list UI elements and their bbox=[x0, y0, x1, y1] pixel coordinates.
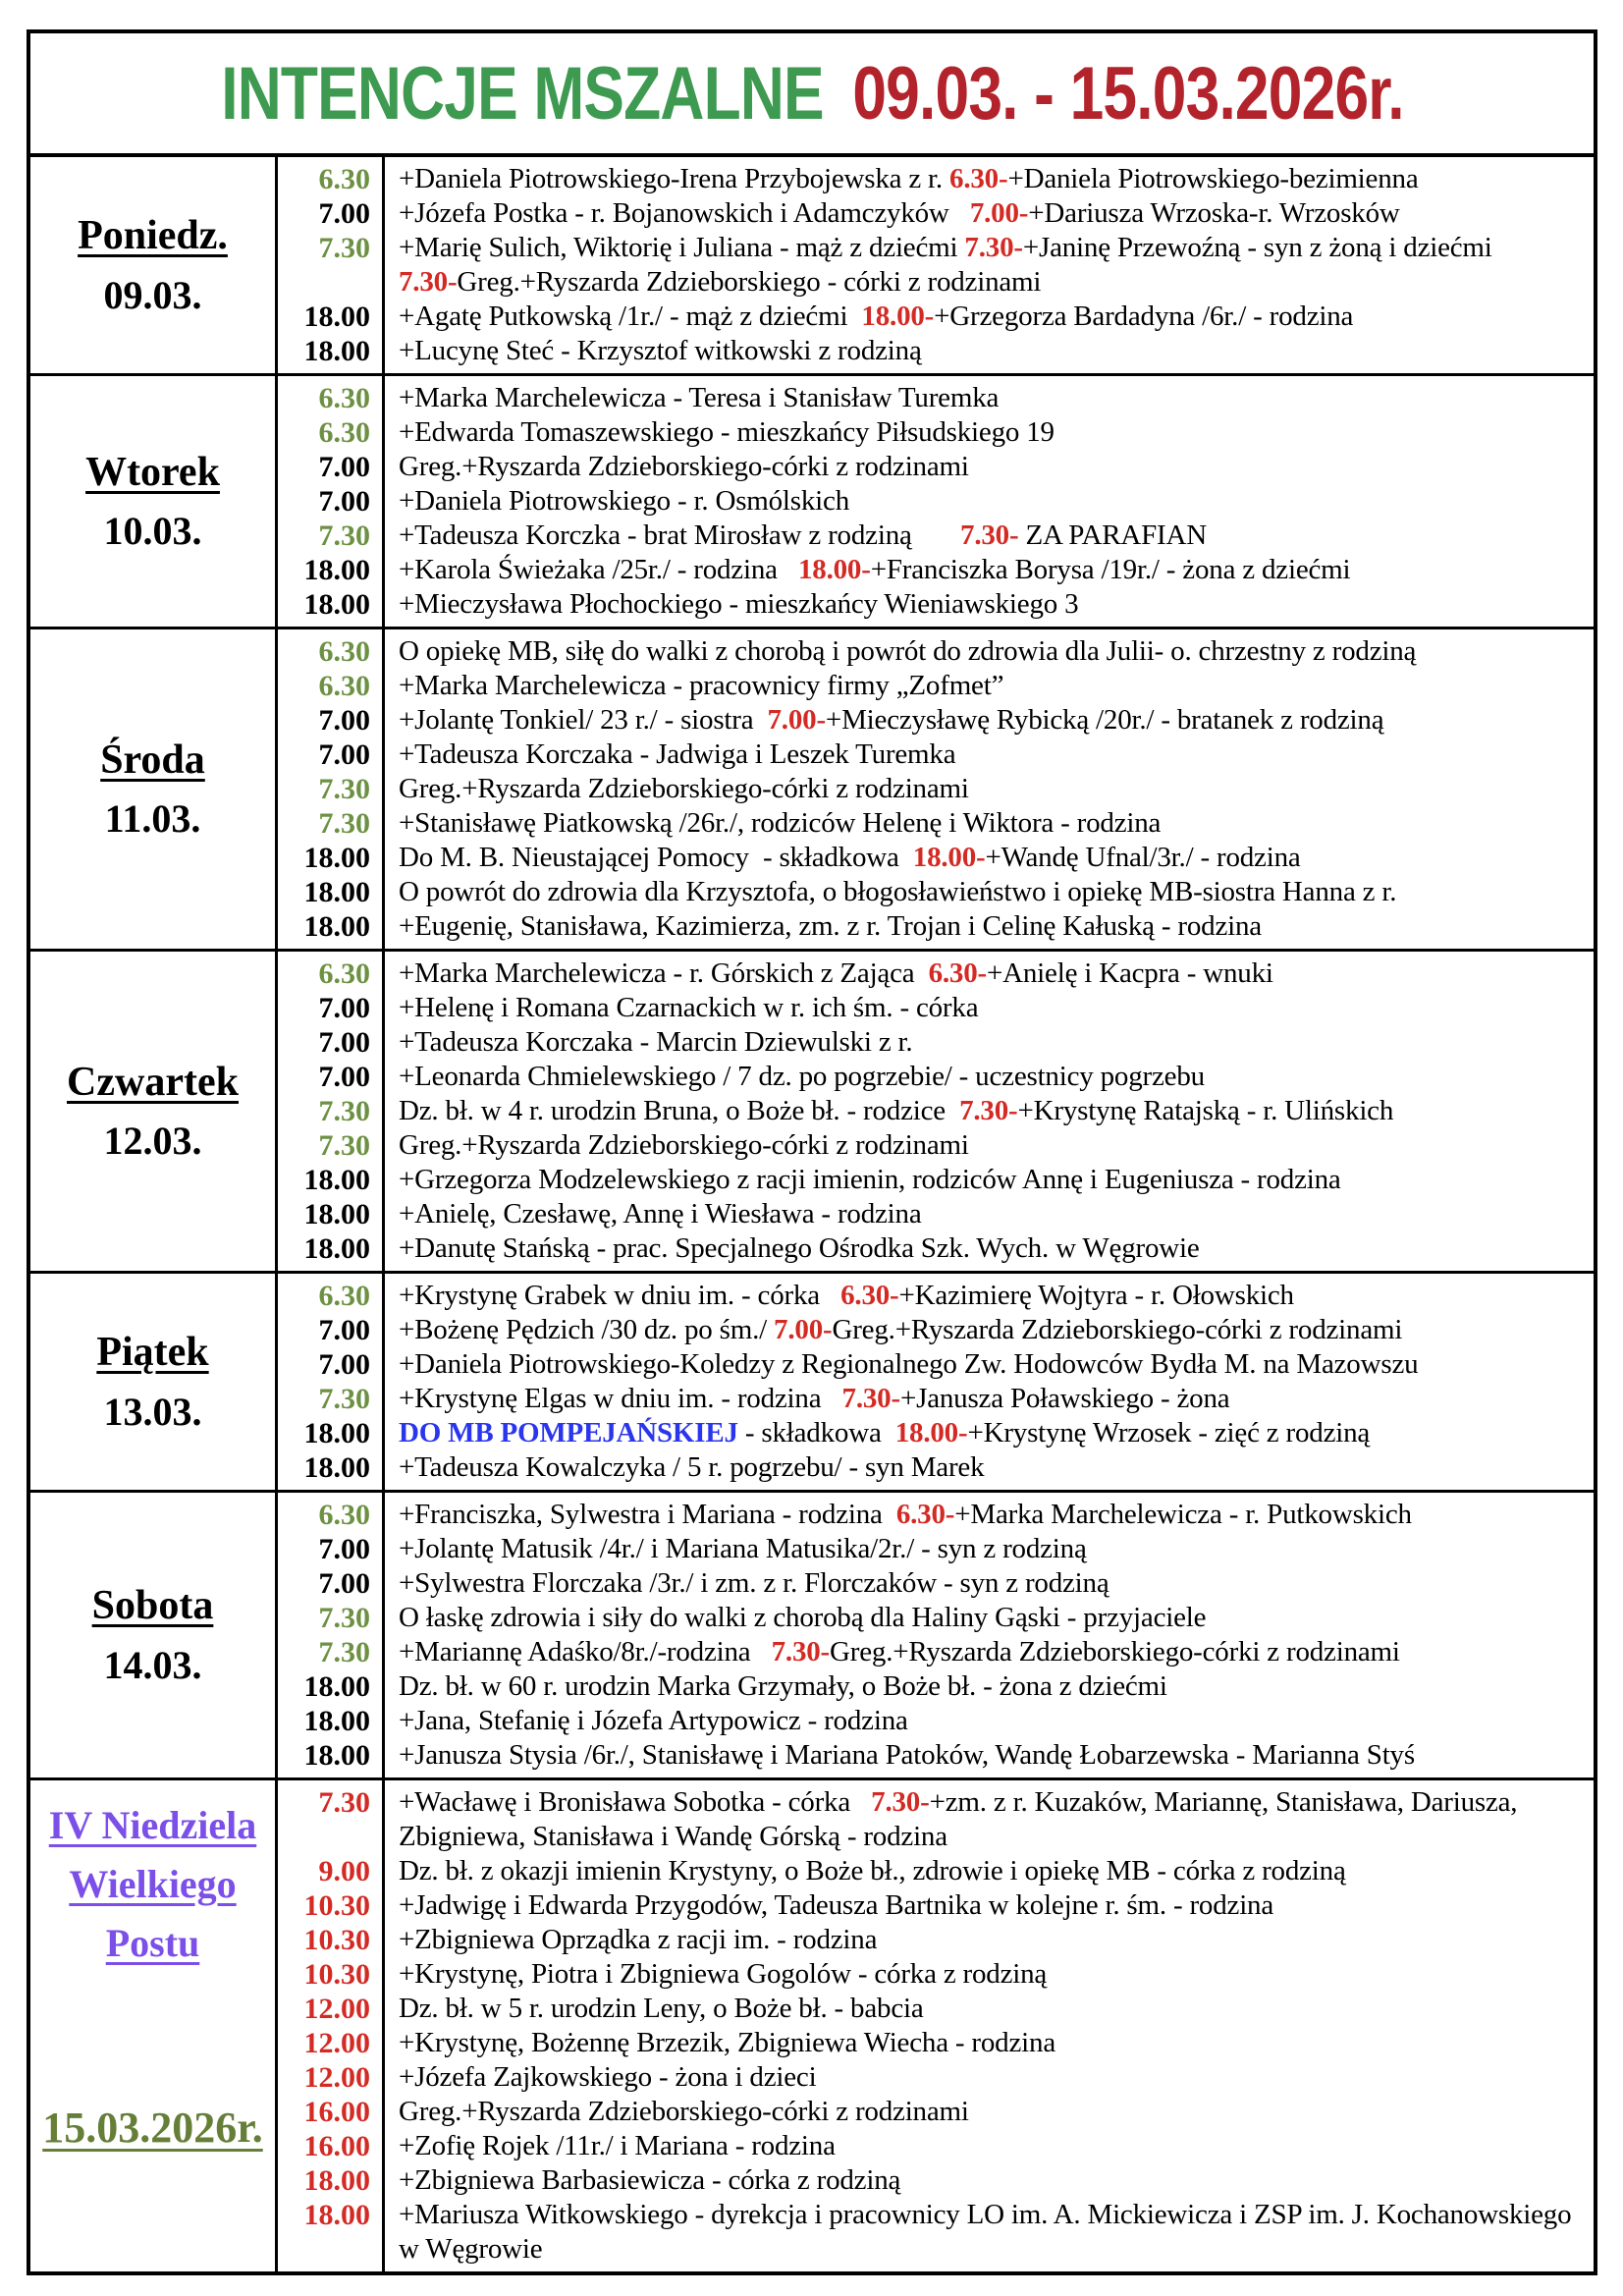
mass-intention-text bbox=[382, 162, 1594, 196]
intention-segment: +Karola Świeżaka /25r./ - rodzina bbox=[399, 554, 798, 585]
mass-intention-text bbox=[382, 634, 1594, 669]
inline-time: 6.30- bbox=[928, 957, 987, 989]
mass-intention-text bbox=[382, 1738, 1594, 1773]
mass-intention-text bbox=[382, 1025, 1594, 1060]
intention-segment: +Janusza Stysia /6r./, Stanisławę i Mariana Patoków, Wandę Łobarzewska - Marianna Styś bbox=[399, 1739, 1415, 1771]
day-row bbox=[30, 1493, 1594, 1780]
mass-time: 18.00 bbox=[303, 554, 370, 586]
inline-time: 7.30- bbox=[964, 232, 1023, 263]
mass-time: 7.00 bbox=[318, 1314, 370, 1346]
day-date: 13.03. bbox=[103, 1389, 202, 1434]
day-label-cell bbox=[30, 629, 278, 949]
intention-segment: +Marka Marchelewicza - r. Putkowskich bbox=[954, 1499, 1412, 1530]
intention-segment: +Kazimierę Wojtyra - r. Ołowskich bbox=[898, 1280, 1294, 1311]
intention-segment: +Tadeusza Korczka - brat Mirosław z rodziną bbox=[399, 519, 961, 551]
mass-time: 7.30 bbox=[318, 1129, 370, 1162]
day-name: Piątek bbox=[96, 1330, 209, 1376]
intention-segment: +Daniela Piotrowskiego - r. Osmólskich bbox=[399, 485, 850, 517]
mass-intention-text bbox=[382, 2026, 1594, 2060]
day-name: Wtorek bbox=[85, 449, 220, 495]
entries-grid bbox=[278, 1274, 1594, 1490]
mass-time: 7.30 bbox=[318, 1786, 370, 1819]
mass-time: 9.00 bbox=[318, 1855, 370, 1887]
entries-grid bbox=[278, 952, 1594, 1271]
mass-time: 7.00 bbox=[318, 1533, 370, 1565]
intention-segment: +Józefa Zajkowskiego - żona i dzieci bbox=[399, 2061, 817, 2093]
title-date-range: 09.03. - 15.03.2026r. bbox=[851, 51, 1404, 136]
mass-time: 7.00 bbox=[318, 992, 370, 1024]
mass-intention-text bbox=[382, 1532, 1594, 1566]
mass-time: 7.00 bbox=[318, 451, 370, 483]
mass-time: 18.00 bbox=[303, 335, 370, 367]
mass-time: 18.00 bbox=[303, 1739, 370, 1772]
intention-segment: +Marka Marchelewicza - r. Górskich z Zająca bbox=[399, 957, 929, 989]
day-date: 12.03. bbox=[103, 1119, 202, 1164]
inline-time: 7.30- bbox=[959, 1095, 1018, 1126]
intention-segment: +Daniela Piotrowskiego-bezimienna bbox=[1007, 163, 1419, 194]
intention-segment: +Józefa Postka - r. Bojanowskich i Adamczyków bbox=[399, 197, 970, 229]
mass-intention-text bbox=[382, 1163, 1594, 1197]
intention-segment: +Krystynę Ratajską - r. Ulińskich bbox=[1017, 1095, 1394, 1126]
entries-grid bbox=[278, 376, 1594, 627]
mass-intention-text bbox=[382, 587, 1594, 622]
day-name: IV Niedziela bbox=[48, 1803, 257, 1847]
intention-segment: +Tadeusza Kowalczyka / 5 r. pogrzebu/ - syn Marek bbox=[399, 1451, 985, 1483]
mass-intention-text bbox=[382, 909, 1594, 944]
intention-segment: +Marka Marchelewicza - Teresa i Stanisław Turemka bbox=[399, 382, 1000, 413]
intention-segment: +Dariusza Wrzoska-r. Wrzosków bbox=[1028, 197, 1400, 229]
mass-intention-text bbox=[382, 957, 1594, 991]
mass-time: 18.00 bbox=[303, 1164, 370, 1196]
day-row bbox=[30, 376, 1594, 629]
mass-time: 6.30 bbox=[318, 1280, 370, 1312]
intention-segment: +Stanisławę Piatkowską /26r./, rodziców Helenę i Wiktora - rodzina bbox=[399, 807, 1162, 839]
intention-segment: +Krystynę Elgas w dniu im. - rodzina bbox=[399, 1383, 842, 1414]
day-label-cell bbox=[30, 1780, 278, 2271]
page-title bbox=[221, 51, 1404, 137]
mass-intention-text bbox=[382, 772, 1594, 806]
intention-segment: +Edwarda Tomaszewskiego - mieszkańcy Piłsudskiego 19 bbox=[399, 416, 1055, 448]
mass-time: 6.30 bbox=[318, 163, 370, 195]
mass-time: 16.00 bbox=[303, 2096, 370, 2128]
mass-time: 18.00 bbox=[303, 1451, 370, 1484]
mass-intention-text bbox=[382, 231, 1594, 300]
intention-segment: +Jolantę Matusik /4r./ i Mariana Matusika/2r./ - syn z rodziną bbox=[399, 1533, 1087, 1564]
mass-intention-text bbox=[382, 415, 1594, 450]
mass-intention-text bbox=[382, 1601, 1594, 1635]
entries-grid bbox=[278, 1780, 1594, 2271]
intention-segment: +Lucynę Steć - Krzysztof witkowski z rodziną bbox=[399, 335, 922, 366]
entries-grid bbox=[278, 157, 1594, 373]
intention-segment: +Grzegorza Modzelewskiego z racji imienin, rodziców Annę i Eugeniusza - rodzina bbox=[399, 1164, 1341, 1195]
inline-time: 18.00- bbox=[861, 301, 935, 332]
intention-segment: +Krystynę Grabek w dniu im. - córka bbox=[399, 1280, 841, 1311]
mass-intention-text bbox=[382, 1566, 1594, 1601]
mass-time: 18.00 bbox=[303, 301, 370, 333]
inline-time: 6.30- bbox=[895, 1499, 955, 1530]
inline-time: 7.00- bbox=[774, 1314, 833, 1345]
intention-segment: +Jadwigę i Edwarda Przygodów, Tadeusza Bartnika w kolejne r. śm. - rodzina bbox=[399, 1889, 1274, 1921]
mass-time: 7.00 bbox=[318, 485, 370, 518]
intention-segment: +Daniela Piotrowskiego-Irena Przybojewska z r. bbox=[399, 163, 950, 194]
intention-segment: +Mariusza Witkowskiego - dyrekcja i pracownicy LO im. A. Mickiewicza i ZSP im. J. Kochanowskiego w Węgrowie bbox=[399, 2199, 1579, 2265]
inline-time: 6.30- bbox=[840, 1280, 899, 1311]
mass-intention-text bbox=[382, 669, 1594, 703]
mass-intention-text bbox=[382, 334, 1594, 368]
intention-segment: +Sylwestra Florczaka /3r./ i zm. z r. Florczaków - syn z rodziną bbox=[399, 1567, 1109, 1599]
day-name: Postu bbox=[105, 1921, 200, 1965]
inline-time: 7.30- bbox=[399, 266, 458, 298]
inline-time: 7.30- bbox=[771, 1636, 831, 1667]
intention-segment: +Krystynę, Bożennę Brzezik, Zbigniewa Wiecha - rodzina bbox=[399, 2027, 1055, 2058]
day-date: 14.03. bbox=[103, 1642, 202, 1687]
intention-segment: +Tadeusza Korczaka - Marcin Dziewulski z r. bbox=[399, 1026, 913, 1058]
mass-intention-text bbox=[382, 484, 1594, 519]
intention-segment: Greg.+Ryszarda Zdzieborskiego-córki z rodzinami bbox=[399, 1129, 969, 1161]
intention-segment: +Jolantę Tonkiel/ 23 r./ - siostra bbox=[399, 704, 768, 736]
intention-segment: Greg.+Ryszarda Zdzieborskiego-córki z rodzinami bbox=[399, 773, 969, 804]
intention-segment: Greg.+Ryszarda Zdzieborskiego-córki z rodzinami bbox=[399, 451, 969, 482]
days-container bbox=[30, 157, 1594, 2271]
mass-intention-text bbox=[382, 196, 1594, 231]
intention-segment: +Krystynę Wrzosek - zięć z rodziną bbox=[967, 1417, 1371, 1449]
day-name: Środa bbox=[100, 737, 205, 783]
mass-intention-text bbox=[382, 300, 1594, 334]
entries-grid bbox=[278, 629, 1594, 949]
mass-intention-text bbox=[382, 1347, 1594, 1382]
mass-time: 7.30 bbox=[318, 1095, 370, 1127]
intention-segment: Greg.+Ryszarda Zdzieborskiego-córki z rodzinami bbox=[399, 2096, 969, 2127]
mass-time: 18.00 bbox=[303, 1705, 370, 1737]
intention-segment: +Eugenię, Stanisława, Kazimierza, zm. z r. Trojan i Celinę Kałuską - rodzina bbox=[399, 910, 1262, 942]
intention-segment: - składkowa bbox=[737, 1417, 895, 1449]
day-name: Poniedz. bbox=[78, 213, 228, 259]
mass-intention-text bbox=[382, 1635, 1594, 1669]
mass-intention-text bbox=[382, 1094, 1594, 1128]
intention-segment: Dz. bł. w 4 r. urodzin Bruna, o Boże bł. - rodzice bbox=[399, 1095, 960, 1126]
intention-segment: +Wandę Ufnal/3r./ - rodzina bbox=[985, 842, 1301, 873]
mass-intention-text bbox=[382, 738, 1594, 772]
intention-segment: +Danutę Stańską - prac. Specjalnego Ośrodka Szk. Wych. w Węgrowie bbox=[399, 1232, 1200, 1264]
mass-time: 7.30 bbox=[318, 519, 370, 552]
day-date: 09.03. bbox=[103, 272, 202, 317]
mass-intention-text bbox=[382, 1450, 1594, 1485]
mass-time: 6.30 bbox=[318, 416, 370, 449]
intention-segment: +Janinę Przewoźną - syn z żoną i dziećmi bbox=[1022, 232, 1527, 263]
mass-time: 7.00 bbox=[318, 704, 370, 737]
mass-time: 18.00 bbox=[303, 1232, 370, 1265]
mass-time: 18.00 bbox=[303, 1670, 370, 1703]
day-date: 11.03. bbox=[104, 796, 201, 842]
inline-time: 18.00- bbox=[797, 554, 871, 585]
mass-time: 18.00 bbox=[303, 1417, 370, 1449]
mass-time: 12.00 bbox=[303, 1993, 370, 2025]
mass-time: 10.30 bbox=[303, 1958, 370, 1991]
day-row bbox=[30, 1274, 1594, 1493]
inline-time: 7.00- bbox=[969, 197, 1029, 229]
mass-time: 7.30 bbox=[318, 773, 370, 805]
day-label-cell bbox=[30, 1493, 278, 1777]
mass-intention-text bbox=[382, 1923, 1594, 1957]
mass-time: 6.30 bbox=[318, 670, 370, 702]
day-name: Sobota bbox=[91, 1583, 214, 1629]
intention-segment: Do M. B. Nieustającej Pomocy - składkowa bbox=[399, 842, 913, 873]
mass-intention-text bbox=[382, 991, 1594, 1025]
mass-time: 18.00 bbox=[303, 1198, 370, 1230]
mass-intention-text bbox=[382, 1992, 1594, 2026]
mass-intention-text bbox=[382, 1416, 1594, 1450]
day-date: 15.03.2026r. bbox=[42, 2104, 263, 2152]
intention-segment: O łaskę zdrowia i siły do walki z chorobą dla Haliny Gąski - przyjaciele bbox=[399, 1602, 1207, 1633]
mass-intention-text bbox=[382, 1704, 1594, 1738]
mass-intention-text bbox=[382, 1279, 1594, 1313]
intention-segment: Dz. bł. w 60 r. urodzin Marka Grzymały, o Boże bł. - żona z dziećmi bbox=[399, 1670, 1167, 1702]
intention-segment: +Jana, Stefanię i Józefa Artypowicz - rodzina bbox=[399, 1705, 908, 1736]
intention-segment: O opiekę MB, siłę do walki z chorobą i powrót do zdrowia dla Julii- o. chrzestny z rodziną bbox=[399, 635, 1417, 667]
mass-intentions-sheet bbox=[27, 29, 1597, 2275]
mass-time: 7.00 bbox=[318, 738, 370, 771]
mass-intention-text bbox=[382, 1128, 1594, 1163]
intention-segment: +Janusza Poławskiego - żona bbox=[899, 1383, 1230, 1414]
intention-segment: +Krystynę, Piotra i Zbigniewa Gogolów - córka z rodziną bbox=[399, 1958, 1048, 1990]
intention-segment: +Franciszka Borysa /19r./ - żona z dziećmi bbox=[870, 554, 1351, 585]
mass-intention-text bbox=[382, 553, 1594, 587]
intention-segment: Greg.+Ryszarda Zdzieborskiego-córki z rodzinami bbox=[830, 1636, 1400, 1667]
mass-intention-text bbox=[382, 703, 1594, 738]
intention-segment: +Zbigniewa Oprządka z racji im. - rodzina bbox=[399, 1924, 878, 1955]
mass-time: 6.30 bbox=[318, 635, 370, 668]
title-text: INTENCJE MSZALNE bbox=[220, 51, 824, 136]
intention-segment: +Franciszka, Sylwestra i Mariana - rodzina bbox=[399, 1499, 896, 1530]
day-row bbox=[30, 1780, 1594, 2271]
mass-intention-text bbox=[382, 1313, 1594, 1347]
intention-segment: +Leonarda Chmielewskiego / 7 dz. po pogrzebie/ - uczestnicy pogrzebu bbox=[399, 1061, 1205, 1092]
day-row bbox=[30, 629, 1594, 952]
day-label-cell bbox=[30, 952, 278, 1271]
entries-grid bbox=[278, 1493, 1594, 1777]
mass-time: 7.00 bbox=[318, 1348, 370, 1381]
mass-time: 7.30 bbox=[318, 1636, 370, 1668]
intention-segment: +zm. z r. Kuzaków, Mariannę, Stanisława, Dariusza, Zbigniewa, Stanisława i Wandę Górską - rodzina bbox=[399, 1786, 1525, 1852]
mass-intention-text bbox=[382, 2163, 1594, 2198]
mass-time: 12.00 bbox=[303, 2027, 370, 2059]
day-name: Wielkiego bbox=[69, 1862, 237, 1906]
mass-time: 6.30 bbox=[318, 957, 370, 990]
mass-intention-text bbox=[382, 2198, 1594, 2267]
intention-segment: +Zbigniewa Barbasiewicza - córka z rodziną bbox=[399, 2164, 901, 2196]
mass-intention-text bbox=[382, 1669, 1594, 1704]
mass-intention-text bbox=[382, 1785, 1594, 1854]
intention-segment: +Mieczysława Płochockiego - mieszkańcy Wieniawskiego 3 bbox=[399, 588, 1079, 620]
mass-intention-text bbox=[382, 519, 1594, 553]
mass-time: 7.30 bbox=[318, 1602, 370, 1634]
day-label-cell bbox=[30, 1274, 278, 1490]
mass-time: 7.30 bbox=[318, 807, 370, 840]
mass-time: 12.00 bbox=[303, 2061, 370, 2094]
mass-intention-text bbox=[382, 806, 1594, 841]
intention-segment: +Grzegorza Bardadyna /6r./ - rodzina bbox=[934, 301, 1354, 332]
intention-segment: Greg.+Ryszarda Zdzieborskiego-córki z rodzinami bbox=[832, 1314, 1403, 1345]
mass-time: 6.30 bbox=[318, 382, 370, 414]
inline-time: 7.30- bbox=[871, 1786, 930, 1818]
mass-time: 18.00 bbox=[303, 910, 370, 943]
intention-segment: +Anielę, Czesławę, Annę i Wiesława - rodzina bbox=[399, 1198, 922, 1230]
intention-segment: Dz. bł. z okazji imienin Krystyny, o Boże bł., zdrowie i opiekę MB - córka z rodziną bbox=[399, 1855, 1346, 1886]
mass-time: 18.00 bbox=[303, 2164, 370, 2197]
inline-time: 7.30- bbox=[960, 519, 1019, 551]
inline-time: 18.00- bbox=[894, 1417, 968, 1449]
mass-time: 18.00 bbox=[303, 842, 370, 874]
mass-intention-text bbox=[382, 1231, 1594, 1266]
intention-segment: +Bożenę Pędzich /30 dz. po śm./ bbox=[399, 1314, 775, 1345]
mass-time: 7.00 bbox=[318, 197, 370, 230]
mass-intention-text bbox=[382, 875, 1594, 909]
day-name: Czwartek bbox=[67, 1059, 239, 1105]
mass-intention-text bbox=[382, 1060, 1594, 1094]
intention-segment: +Marię Sulich, Wiktorię i Juliana - mąż z dziećmi bbox=[399, 232, 965, 263]
mass-intention-text bbox=[382, 1498, 1594, 1532]
mass-intention-text bbox=[382, 841, 1594, 875]
inline-time: 6.30- bbox=[949, 163, 1008, 194]
intention-segment: +Helenę i Romana Czarnackich w r. ich śm. - córka bbox=[399, 992, 979, 1023]
intention-segment: ZA PARAFIAN bbox=[1018, 519, 1207, 551]
intention-segment: +Mariannę Adaśko/8r./-rodzina bbox=[399, 1636, 772, 1667]
mass-time: 10.30 bbox=[303, 1924, 370, 1956]
mass-time: 16.00 bbox=[303, 2130, 370, 2162]
intention-segment: O powrót do zdrowia dla Krzysztofa, o błogosławieństwo i opiekę MB-siostra Hanna z r. bbox=[399, 876, 1397, 907]
day-row bbox=[30, 157, 1594, 376]
highlighted-intention: DO MB POMPEJAŃSKIEJ bbox=[399, 1417, 738, 1449]
day-label-cell bbox=[30, 157, 278, 373]
intention-segment: +Zofię Rojek /11r./ i Mariana - rodzina bbox=[399, 2130, 836, 2161]
inline-time: 7.00- bbox=[767, 704, 826, 736]
mass-intention-text bbox=[382, 1957, 1594, 1992]
inline-time: 7.30- bbox=[841, 1383, 900, 1414]
title-row bbox=[30, 33, 1594, 157]
mass-time: 18.00 bbox=[303, 2199, 370, 2231]
mass-intention-text bbox=[382, 381, 1594, 415]
mass-intention-text bbox=[382, 1854, 1594, 1888]
mass-time: 7.00 bbox=[318, 1567, 370, 1600]
day-row bbox=[30, 952, 1594, 1274]
mass-intention-text bbox=[382, 2060, 1594, 2095]
mass-time: 18.00 bbox=[303, 876, 370, 908]
intention-segment: +Wacławę i Bronisława Sobotka - córka bbox=[399, 1786, 872, 1818]
intention-segment: +Anielę i Kacpra - wnuki bbox=[986, 957, 1273, 989]
mass-time: 18.00 bbox=[303, 588, 370, 621]
mass-time: 7.30 bbox=[318, 232, 370, 264]
mass-time: 7.00 bbox=[318, 1061, 370, 1093]
intention-segment: Greg.+Ryszarda Zdzieborskiego - córki z rodzinami bbox=[457, 266, 1042, 298]
mass-intention-text bbox=[382, 1197, 1594, 1231]
intention-segment: +Agatę Putkowską /1r./ - mąż z dziećmi bbox=[399, 301, 862, 332]
mass-intention-text bbox=[382, 1888, 1594, 1923]
day-label-cell bbox=[30, 376, 278, 627]
intention-segment: +Marka Marchelewicza - pracownicy firmy „Zofmet” bbox=[399, 670, 1004, 701]
mass-time: 10.30 bbox=[303, 1889, 370, 1922]
inline-time: 18.00- bbox=[912, 842, 986, 873]
intention-segment: +Mieczysławę Rybicką /20r./ - bratanek z rodziną bbox=[825, 704, 1384, 736]
mass-intention-text bbox=[382, 2095, 1594, 2129]
intention-segment: +Daniela Piotrowskiego-Koledzy z Regionalnego Zw. Hodowców Bydła M. na Mazowszu bbox=[399, 1348, 1419, 1380]
mass-intention-text bbox=[382, 1382, 1594, 1416]
mass-intention-text bbox=[382, 450, 1594, 484]
mass-intention-text bbox=[382, 2129, 1594, 2163]
intention-segment: Dz. bł. w 5 r. urodzin Leny, o Boże bł. - babcia bbox=[399, 1993, 924, 2024]
intention-segment: +Tadeusza Korczaka - Jadwiga i Leszek Turemka bbox=[399, 738, 956, 770]
day-date: 10.03. bbox=[103, 509, 202, 554]
mass-time: 6.30 bbox=[318, 1499, 370, 1531]
mass-time: 7.00 bbox=[318, 1026, 370, 1059]
mass-time: 7.30 bbox=[318, 1383, 370, 1415]
